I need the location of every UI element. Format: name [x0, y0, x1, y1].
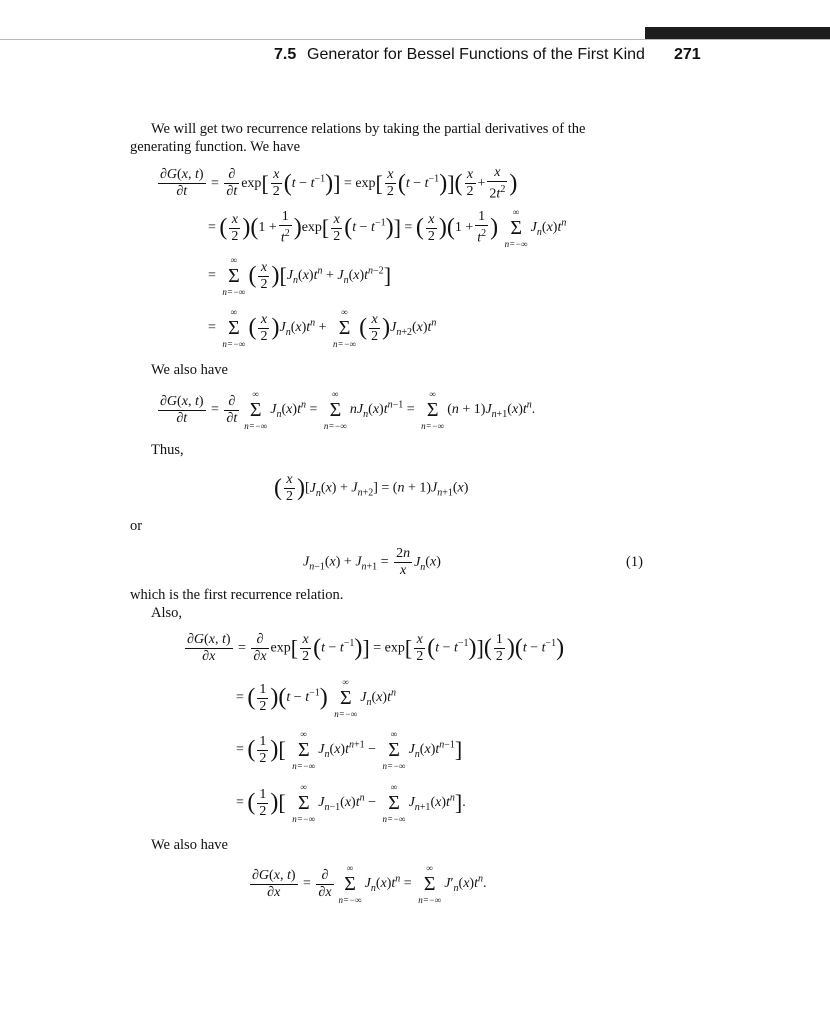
- paragraph-line: which is the first recurrence relation.: [130, 587, 344, 603]
- equation-b: $\frac{\partial G(x, t)}{\partial t}$ = $\frac{\partial}{\partial t}$ ∞ Σ n=−∞ $J_n(x)t^n$ = ∞ Σ n=−∞ $nJ_n(x)t^{n-1}$ = ∞ Σ n=−∞ $(n + 1)J_{n+1}(x)t^n$.: [160, 389, 536, 431]
- eq-text: [0, 1000, 1, 1001]
- section-title: Generator for Bessel Functions of the First Kind: [307, 46, 645, 63]
- paragraph-line: generating function. We have: [130, 139, 301, 155]
- paragraph-line: Thus,: [151, 442, 184, 458]
- header-rule: [0, 39, 830, 40]
- section-number: 7.5: [274, 46, 297, 63]
- equation-e2: = ( $\frac{1}{2}$ )$(t - t^{-1})$ ∞ Σ n=−∞ $J_n(x)t^n$: [236, 677, 396, 719]
- running-header: [0, 46, 830, 68]
- paragraph-line: We will get two recurrence relations by taking the partial derivatives of the: [151, 121, 586, 137]
- equation-e1: $\frac{\partial G(x, t)}{\partial x}$ = $\frac{\partial}{\partial x}$ exp[ $\frac{x}{2}$ $(t - t^{-1})] = \exp$[ $\frac{x}{2}$ $(t - t^{-1})$]( $\frac{1}{2}$ )$(t - t^{-1})$: [187, 632, 565, 664]
- equation-d: $J_{n-1}(x) + J_{n+1}$ = $\frac{2n}{x}$ $J_n(x)$: [303, 546, 441, 578]
- paragraph-line: Also,: [151, 605, 183, 621]
- equation-a3: = ∞ Σ n=−∞ ( $\frac{x}{2}$ )$[J_n(x)t^n + J_n(x)t^{n-2}]$: [208, 255, 392, 297]
- equation-c: ( $\frac{x}{2}$ )$[J_n(x) + J_{n+2}] = (n + 1)J_{n+1}(x)$: [274, 472, 469, 504]
- equation-e3: = ( $\frac{1}{2}$ )[ ∞ Σ n=−∞ $J_n(x)t^{n+1}$ − ∞ Σ n=−∞ $J_n(x)t^{n-1}$]: [236, 729, 463, 771]
- page-number: 271: [674, 46, 701, 63]
- equation-number: (1): [626, 554, 643, 570]
- paragraph-line: or: [130, 518, 143, 534]
- equation-f: $\frac{\partial G(x, t)}{\partial x}$ = $\frac{\partial}{\partial x}$ ∞ Σ n=−∞ $J_n(x)t^n$ = ∞ Σ n=−∞ $J'_n(x)t^n$.: [252, 863, 487, 905]
- paragraph-line: We also have: [151, 837, 228, 853]
- equation-e4: = ( $\frac{1}{2}$ )[ ∞ Σ n=−∞ $J_{n-1}(x)t^n$ − ∞ Σ n=−∞ $J_{n+1}(x)t^n$].: [236, 782, 466, 824]
- equation-a1: $\frac{\partial G(x, t)}{\partial t}$ = $\frac{\partial}{\partial t}$ exp[ $\frac{x}{2}$ $(t - t^{-1})] = \exp$[ $\frac{x}{2}$ $(t - t^{-1})$]( $\frac{x}{2}$ + $\frac{x}{2t^2}$ ): [160, 165, 518, 202]
- equation-a4: = ∞ Σ n=−∞ ( $\frac{x}{2}$ )$J_n(x)t^n$ + ∞ Σ n=−∞ ( $\frac{x}{2}$ )$J_{n+2}(x)t^n$: [208, 307, 437, 349]
- header-bar: [645, 27, 830, 39]
- paragraph-line: We also have: [151, 362, 228, 378]
- equation-a2: = ( $\frac{x}{2}$ )(1 + $\frac{1}{t^2}$ )exp[ $\frac{x}{2}$ $(t - t^{-1})$] = ( $\frac{x}{2}$ )(1 + $\frac{1}{t^2}$ ) ∞ Σ n=−∞ $J_n(x)t^n$: [208, 207, 567, 249]
- equation-text-mirror: [0, 1000, 1, 1001]
